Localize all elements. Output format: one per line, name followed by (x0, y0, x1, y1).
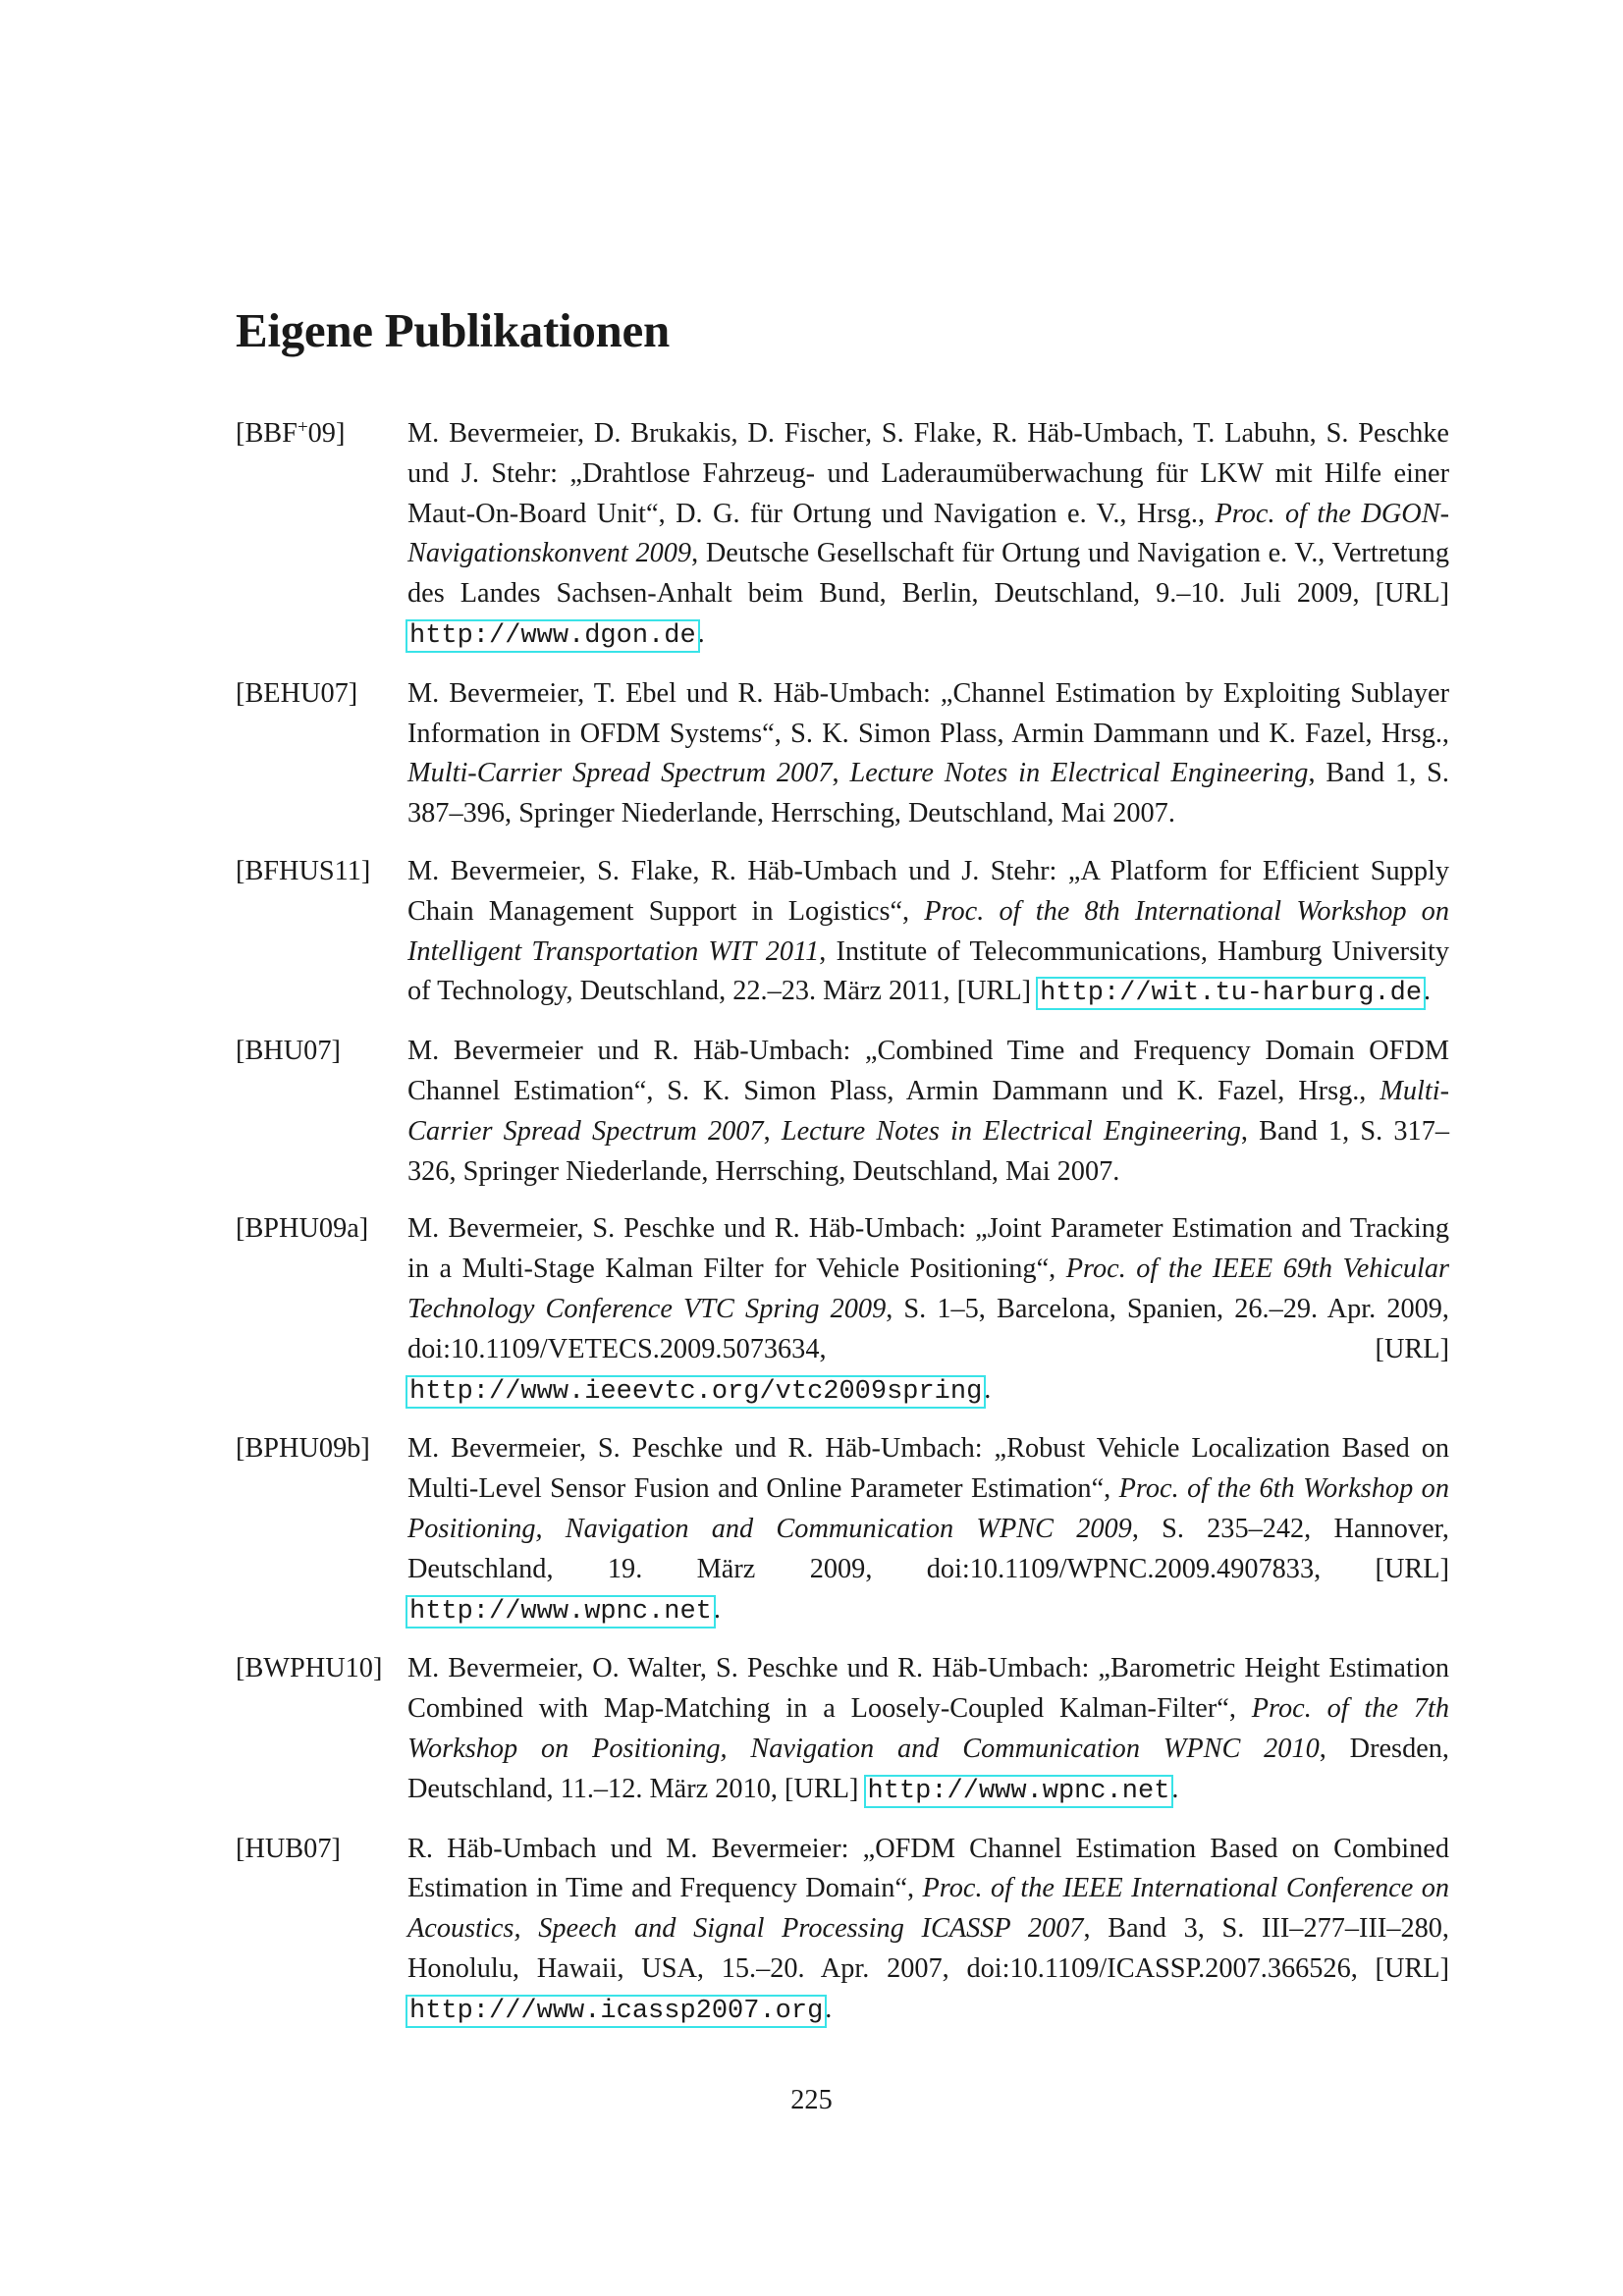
citation-text (407, 852, 1449, 1014)
citation-venue: Proc. of the 7th Workshop on Positioning, Navigation and Communication WPNC 2010 (407, 1693, 1449, 1764)
citation-url-link[interactable]: http://www.dgon.de (409, 620, 696, 651)
bib-entry (236, 852, 1449, 1014)
citation-text (407, 1032, 1449, 1192)
citation-venue: Proc. of the 8th International Workshop on Intelligent Transportation WIT 2011 (407, 895, 1449, 967)
citation-end: . (713, 1593, 721, 1625)
citation-url-link[interactable]: http://www.wpnc.net (409, 1596, 712, 1627)
citation-key-label: BPHU09a (244, 1213, 359, 1245)
citation-key: [BPHU09b] (236, 1433, 370, 1465)
citation-series: Lecture Notes in Electrical Engineering (849, 758, 1309, 789)
citation-details: , Institute of Telecommunications, Hamburg University of Technology, Deutschland, 22.–23. März 2011, [URL] (407, 935, 1449, 1007)
citation-end: . (825, 1993, 833, 2024)
bib-entry (236, 414, 1449, 657)
citation-url-link[interactable]: http://wit.tu-harburg.de (1040, 979, 1423, 1009)
citation-key: [BHU07] (236, 1036, 341, 1067)
citation-authors-title: M. Bevermeier, S. Flake, R. Häb-Umbach und J. Stehr: „A Platform for Efficient Supply Chain Management Support in Logistics“, (407, 855, 1449, 927)
citation-venue: Proc. of the IEEE International Conference on Acoustics, Speech and Signal Processing ICASSP 2007 (407, 1873, 1449, 1945)
citation-authors-title: M. Bevermeier, S. Peschke und R. Häb-Umbach: „Robust Vehicle Localization Based on Multi-Level Sensor Fusion and Online Parameter Estimation“, (407, 1433, 1449, 1505)
citation-venue: Proc. of the IEEE 69th Vehicular Technology Conference VTC Spring 2009 (407, 1254, 1449, 1324)
citation-key-label: BHU07 (244, 1036, 332, 1067)
citation-key-label: BFHUS11 (244, 855, 361, 886)
citation-details: , Dresden, Deutschland, 11.–12. März 2010, [URL] (407, 1733, 1449, 1804)
citation-key-label: BPHU09b (244, 1433, 361, 1465)
bib-entry (236, 1830, 1449, 2032)
citation-key: [BWPHU10] (236, 1653, 383, 1684)
citation-key-superscript: + (297, 417, 308, 438)
bib-entry (236, 1649, 1449, 1811)
citation-venue: Multi-Carrier Spread Spectrum 2007 (407, 758, 833, 789)
citation-end: . (1424, 976, 1432, 1007)
citation-key: [BBF+09] (236, 417, 346, 449)
citation-authors-title: M. Bevermeier, S. Peschke und R. Häb-Umbach: „Joint Parameter Estimation and Tracking in a Multi-Stage Kalman Filter for Vehicle Positioning“, (407, 1213, 1449, 1285)
citation-key-label: BEHU07 (244, 677, 349, 709)
bib-entry (236, 1209, 1449, 1412)
citation-details: , Band 3, S. III–277–III–280, Honolulu, Hawaii, USA, 15.–20. Apr. 2007, doi:10.1109/ICASSP.2007.366526, [URL] (407, 1913, 1449, 1984)
citation-details: , S. 235–242, Hannover, Deutschland, 19. März 2009, doi:10.1109/WPNC.2009.4907833, [URL] (407, 1513, 1449, 1584)
citation-url-link[interactable]: http://www.ieeevtc.org/vtc2009spring (409, 1376, 983, 1407)
bibliography-list (236, 414, 1449, 2049)
citation-authors-title: M. Bevermeier, O. Walter, S. Peschke und R. Häb-Umbach: „Barometric Height Estimation Combined with Map-Matching in a Loosely-Coupled Kalman-Filter“, (407, 1653, 1449, 1725)
citation-url-link[interactable]: http://www.wpnc.net (867, 1776, 1170, 1806)
citation-authors-title: M. Bevermeier, T. Ebel und R. Häb-Umbach: „Channel Estimation by Exploiting Sublayer Information in OFDM Systems“, S. K. Simon Plass, Armin Dammann und K. Fazel, Hrsg., (407, 677, 1449, 749)
citation-key: [BFHUS11] (236, 855, 371, 886)
citation-key-label: BWPHU10 (244, 1653, 373, 1684)
citation-separator: , (763, 1115, 782, 1147)
bib-entry (236, 1032, 1449, 1192)
citation-end: . (1171, 1773, 1179, 1804)
citation-text (407, 1830, 1449, 2032)
citation-details: , Band 1, S. 317–326, Springer Niederlande, Herrsching, Deutschland, Mai 2007. (407, 1115, 1449, 1187)
citation-text (407, 414, 1449, 657)
citation-key-year: 09 (307, 418, 336, 449)
citation-details: , Band 1, S. 387–396, Springer Niederlande, Herrsching, Deutschland, Mai 2007. (407, 758, 1449, 829)
citation-text (407, 1649, 1449, 1811)
citation-end: . (984, 1373, 992, 1405)
page-number: 225 (790, 2085, 833, 2115)
citation-text (407, 1429, 1449, 1631)
citation-series: Lecture Notes in Electrical Engineering (781, 1115, 1241, 1147)
citation-text (407, 1209, 1449, 1412)
citation-key-main: BBF (244, 418, 298, 449)
citation-venue: Multi-Carrier Spread Spectrum 2007 (407, 1075, 1449, 1147)
citation-key: [HUB07] (236, 1833, 341, 1864)
citation-key: [BEHU07] (236, 677, 358, 709)
citation-separator: , (832, 758, 850, 789)
citation-key-label: HUB07 (244, 1833, 332, 1864)
citation-key: [BPHU09a] (236, 1213, 369, 1245)
bib-entry (236, 1429, 1449, 1631)
citation-venue: Proc. of the 6th Workshop on Positioning, Navigation and Communication WPNC 2009 (407, 1473, 1449, 1544)
citation-end: . (697, 617, 705, 649)
citation-authors-title: M. Bevermeier und R. Häb-Umbach: „Combined Time and Frequency Domain OFDM Channel Estimation“, S. K. Simon Plass, Armin Dammann und K. Fazel, Hrsg., (407, 1036, 1449, 1106)
citation-venue: Proc. of the DGON-Navigationskonvent 2009 (407, 498, 1450, 569)
citation-authors-title: M. Bevermeier, D. Brukakis, D. Fischer, S. Flake, R. Häb-Umbach, T. Labuhn, S. Peschke und J. Stehr: „Drahtlose Fahrzeug- und Laderaumüberwachung für LKW mit Hilfe einer Maut-On-Board Unit“, D. G. für Ortung und Navigation e. V., Hrsg., (407, 418, 1449, 529)
bib-entry (236, 674, 1449, 834)
citation-details: , Deutsche Gesellschaft für Ortung und Navigation e. V., Vertretung des Landes Sachsen-Anhalt beim Bund, Berlin, Deutschland, 9.–10. Juli 2009, [URL] (407, 538, 1449, 610)
citation-url-link[interactable]: http:///www.icassp2007.org (409, 1996, 824, 2026)
citation-authors-title: R. Häb-Umbach und M. Bevermeier: „OFDM Channel Estimation Based on Combined Estimation in Time and Frequency Domain“, (407, 1833, 1449, 1904)
citation-text (407, 674, 1449, 834)
citation-details: , S. 1–5, Barcelona, Spanien, 26.–29. Apr. 2009, doi:10.1109/VETECS.2009.5073634, [URL] (407, 1293, 1449, 1364)
page-title: Eigene Publikationen (236, 303, 670, 357)
